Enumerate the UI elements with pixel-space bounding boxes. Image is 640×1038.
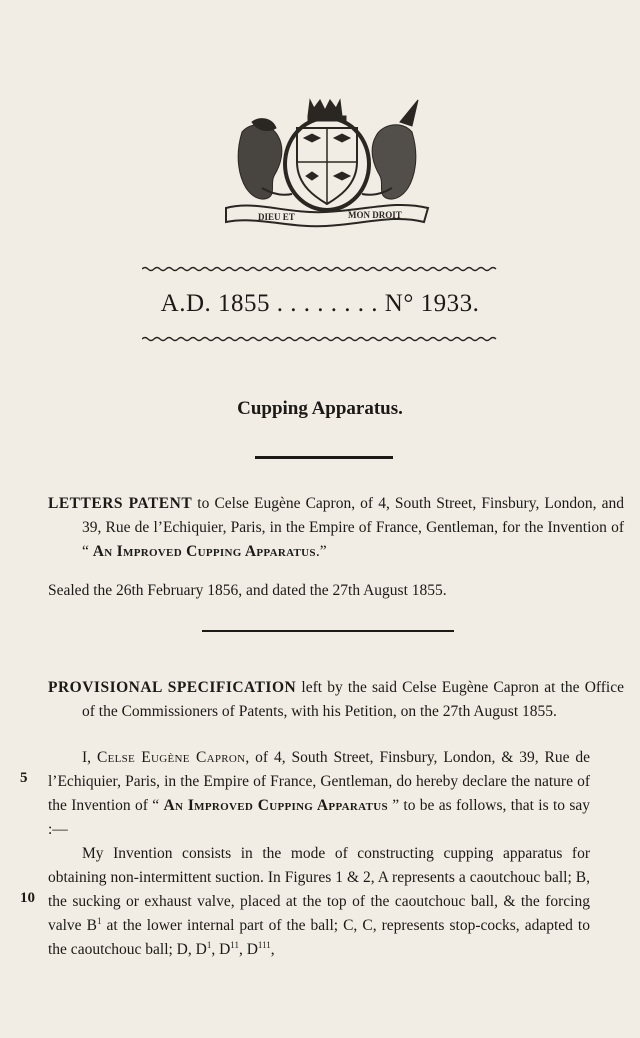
patent-number-line: A.D. 1855 . . . . . . . . N° 1933.: [160, 290, 480, 317]
letters-patent-lead: LETTERS PATENT: [48, 495, 193, 512]
document-title: Cupping Apparatus.: [237, 398, 403, 419]
superscript: 1: [96, 915, 102, 926]
description-part-a: My Invention consists in the mode of constructing cupping apparatus for obtaining non-intermittent suction. In Figures 1 & 2, A represents a caoutchouc ball; B, the sucking or exhaust valve, placed at the top of the caoutchouc ball, & the forcing valve B: [48, 845, 590, 934]
declaration-start: I,: [82, 749, 97, 766]
crest-motto-left: DIEU ET: [258, 212, 295, 222]
description-part-e: ,: [270, 941, 275, 958]
declaration-end: ” to be as follows, that is to say :—: [48, 797, 590, 838]
line-number-10: 10: [20, 890, 35, 906]
letters-patent-paragraph: [48, 492, 624, 564]
provisional-lead: PROVISIONAL SPECIFICATION: [48, 679, 297, 696]
royal-coat-of-arms-icon: [222, 92, 432, 228]
declaration-paragraph: [48, 746, 590, 842]
declaration-text: , of 4, South Street, Finsbury, London, & 39, Rue de l’Echiquier, Paris, in the Empire of France, Gentleman, do hereby declare the nature of the Invention of “: [48, 749, 590, 814]
superscript: 1: [206, 939, 212, 950]
letters-patent-end: .”: [315, 543, 327, 560]
title-underline: [255, 456, 393, 459]
invention-description-paragraph: [48, 842, 590, 962]
provisional-paragraph: [48, 676, 624, 724]
section-divider: [202, 630, 454, 632]
wavy-rule-top: [142, 266, 498, 272]
line-number-5: 5: [20, 770, 28, 786]
inventor-name: Celse Eugène Capron: [96, 749, 246, 766]
invention-title: An Improved Cupping Apparatus: [92, 543, 316, 560]
description-part-c: , D: [211, 941, 231, 958]
description-part-b: at the lower internal part of the ball; C, C, represents stop-cocks, adapted to the caoutchouc ball; D, D: [48, 917, 590, 958]
provisional-text: left by the said Celse Eugène Capron at the Office of the Commissioners of Patents, with his Petition, on the 27th August 1855.: [82, 679, 624, 720]
superscript: 111: [257, 939, 271, 950]
wavy-rule-bottom: [142, 336, 498, 342]
description-part-d: , D: [238, 941, 258, 958]
declaration-invention: An Improved Cupping Apparatus: [163, 797, 388, 814]
superscript: 11: [230, 939, 239, 950]
crest-motto-right: MON DROIT: [348, 210, 402, 220]
letters-patent-text: to Celse Eugène Capron, of 4, South Street, Finsbury, London, and 39, Rue de l’Echiquier, Paris, in the Empire of France, Gentleman, for the Invention of “: [82, 495, 624, 560]
sealed-dated-line: Sealed the 26th February 1856, and dated the 27th August 1855.: [48, 582, 447, 599]
